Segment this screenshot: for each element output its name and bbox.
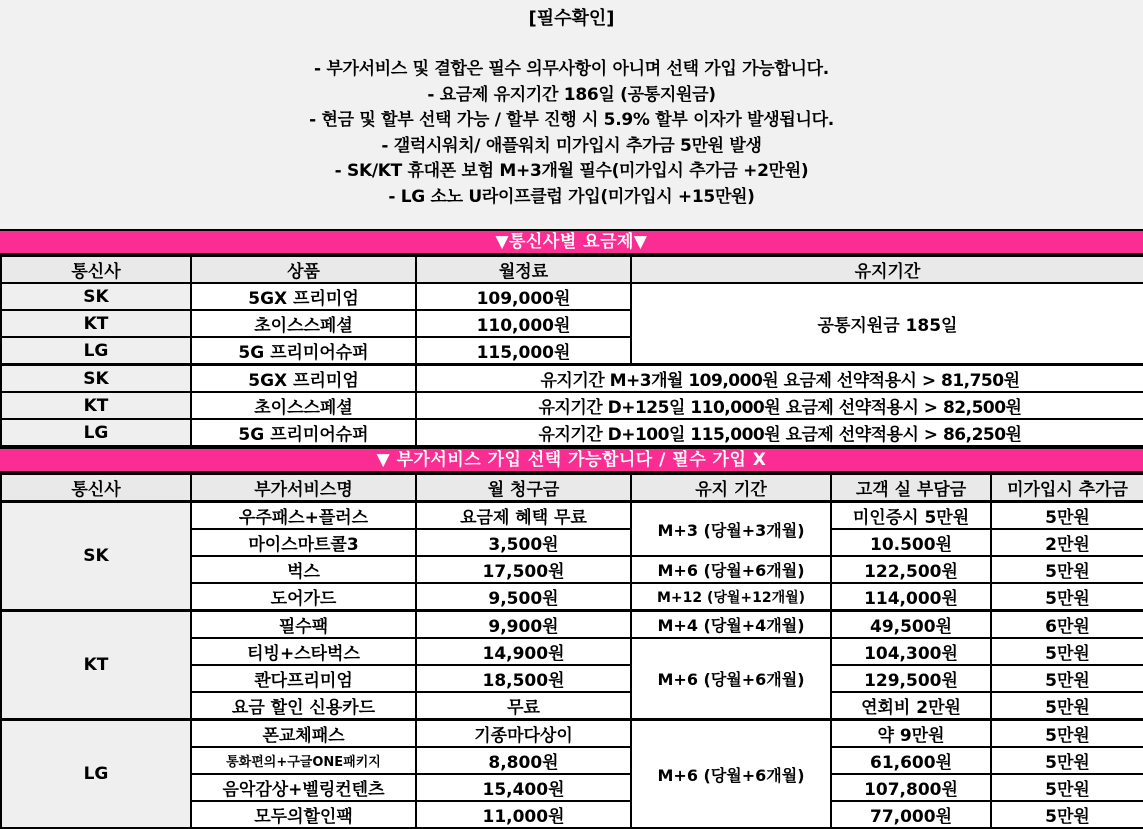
fee-cell: 3,500원 [416, 529, 631, 556]
extra-cell: 5만원 [991, 583, 1143, 611]
service-cell: 콴다프리미엄 [191, 665, 416, 692]
notice-block [0, 0, 1143, 229]
product-cell: 5GX 프리미엄 [191, 365, 416, 393]
table-row [1, 720, 1143, 748]
carrier-cell: KT [1, 310, 191, 337]
period-cell: M+4 (당월+4개월) [631, 611, 831, 639]
carrier-cell: LG [1, 720, 191, 829]
service-cell: 모두의할인팩 [191, 801, 416, 828]
col-header-period: 유지기간 [631, 256, 1143, 283]
service-cell: 요금 할인 신용카드 [191, 692, 416, 720]
notice-title: [필수확인] [528, 8, 615, 29]
cost-cell: 122,500원 [831, 556, 991, 583]
carrier-cell: KT [1, 392, 191, 419]
col-header-carrier: 통신사 [1, 256, 191, 283]
carrier-cell: SK [1, 283, 191, 310]
banner-addons: ▼ 부가서비스 가입 선택 가능합니다 / 필수 가입 X [0, 447, 1143, 473]
carrier-cell: LG [1, 337, 191, 365]
table-row [1, 365, 1143, 393]
fee-cell: 요금제 혜택 무료 [416, 502, 631, 530]
table-row [1, 283, 1143, 310]
col-header-monthly: 월 청구금 [416, 474, 631, 502]
product-cell: 5G 프리미어슈퍼 [191, 419, 416, 446]
cost-cell: 연회비 2만원 [831, 692, 991, 720]
service-cell: 벅스 [191, 556, 416, 583]
fee-cell: 18,500원 [416, 665, 631, 692]
period-cell: M+12 (당월+12개월) [631, 583, 831, 611]
fee-cell: 무료 [416, 692, 631, 720]
period-cell: M+6 (당월+6개월) [631, 720, 831, 829]
fee-cell: 14,900원 [416, 638, 631, 665]
cost-cell: 약 9만원 [831, 720, 991, 748]
col-header-extra: 미가입시 추가금 [991, 474, 1143, 502]
service-cell: 우주패스+플러스 [191, 502, 416, 530]
carrier-cell: SK [1, 502, 191, 611]
plans-header-row [1, 256, 1143, 283]
service-cell: 도어가드 [191, 583, 416, 611]
extra-cell: 5만원 [991, 638, 1143, 665]
product-cell: 5G 프리미어슈퍼 [191, 337, 416, 365]
service-cell: 음악감상+벨링컨텐츠 [191, 774, 416, 801]
fee-cell: 11,000원 [416, 801, 631, 828]
notice-line: - 요금제 유지기간 186일 (공통지원금) [427, 84, 716, 105]
extra-cell: 5만원 [991, 774, 1143, 801]
cost-cell: 77,000원 [831, 801, 991, 828]
detail-cell: 유지기간 D+125일 110,000원 요금제 선약적용시 > 82,500원 [416, 392, 1143, 419]
cost-cell: 10.500원 [831, 529, 991, 556]
addons-header-row [1, 474, 1143, 502]
service-cell: 통화편의+구글ONE패키지 [191, 747, 416, 774]
fee-cell: 9,900원 [416, 611, 631, 639]
extra-cell: 5만원 [991, 747, 1143, 774]
extra-cell: 6만원 [991, 611, 1143, 639]
cost-cell: 49,500원 [831, 611, 991, 639]
service-cell: 필수팩 [191, 611, 416, 639]
extra-cell: 5만원 [991, 801, 1143, 828]
cost-cell: 129,500원 [831, 665, 991, 692]
addons-table [0, 473, 1143, 829]
cost-cell: 107,800원 [831, 774, 991, 801]
extra-cell: 5만원 [991, 720, 1143, 748]
notice-line: - SK/KT 휴대폰 보험 M+3개월 필수(미가입시 추가금 +2만원) [334, 161, 809, 181]
period-merged-cell: 공통지원금 185일 [631, 283, 1143, 365]
table-row [1, 392, 1143, 419]
detail-cell: 유지기간 D+100일 115,000원 요금제 선약적용시 > 86,250원 [416, 419, 1143, 446]
carrier-cell: SK [1, 365, 191, 393]
col-header-cost: 고객 실 부담금 [831, 474, 991, 502]
extra-cell: 5만원 [991, 502, 1143, 530]
extra-cell: 5만원 [991, 665, 1143, 692]
carrier-cell: KT [1, 611, 191, 720]
cost-cell: 114,000원 [831, 583, 991, 611]
fee-cell: 109,000원 [416, 283, 631, 310]
service-cell: 티빙+스타벅스 [191, 638, 416, 665]
notice-line: - 현금 및 할부 선택 가능 / 할부 진행 시 5.9% 할부 이자가 발생됩니다. [309, 110, 834, 130]
period-cell: M+6 (당월+6개월) [631, 638, 831, 720]
detail-cell: 유지기간 M+3개월 109,000원 요금제 선약적용시 > 81,750원 [416, 365, 1143, 393]
col-header-product: 상품 [191, 256, 416, 283]
extra-cell: 5만원 [991, 692, 1143, 720]
col-header-fee: 월정료 [416, 256, 631, 283]
fee-cell: 15,400원 [416, 774, 631, 801]
notice-line: - LG 소노 U라이프클럽 가입(미가입시 +15만원) [388, 186, 755, 207]
product-cell: 5GX 프리미엄 [191, 283, 416, 310]
notice-line: - 부가서비스 및 결합은 필수 의무사항이 아니며 선택 가입 가능합니다. [314, 59, 829, 79]
col-header-period: 유지 기간 [631, 474, 831, 502]
banner-plans: ▼통신사별 요금제▼ [0, 229, 1143, 255]
fee-cell: 기종마다상이 [416, 720, 631, 748]
period-cell: M+6 (당월+6개월) [631, 556, 831, 583]
cost-cell: 104,300원 [831, 638, 991, 665]
notice-line: - 갤럭시워치/ 애플워치 미가입시 추가금 5만원 발생 [381, 135, 762, 156]
plans-table [0, 255, 1143, 447]
product-cell: 초이스스페셜 [191, 392, 416, 419]
col-header-carrier: 통신사 [1, 474, 191, 502]
period-cell: M+3 (당월+3개월) [631, 502, 831, 557]
table-row [1, 502, 1143, 530]
table-row [1, 611, 1143, 639]
service-cell: 폰교체패스 [191, 720, 416, 748]
extra-cell: 2만원 [991, 529, 1143, 556]
extra-cell: 5만원 [991, 556, 1143, 583]
carrier-cell: LG [1, 419, 191, 446]
fee-cell: 9,500원 [416, 583, 631, 611]
fee-cell: 17,500원 [416, 556, 631, 583]
fee-cell: 115,000원 [416, 337, 631, 365]
cost-cell: 미인증시 5만원 [831, 502, 991, 530]
product-cell: 초이스스페셜 [191, 310, 416, 337]
service-cell: 마이스마트콜3 [191, 529, 416, 556]
fee-cell: 8,800원 [416, 747, 631, 774]
table-row [1, 419, 1143, 446]
col-header-service: 부가서비스명 [191, 474, 416, 502]
cost-cell: 61,600원 [831, 747, 991, 774]
fee-cell: 110,000원 [416, 310, 631, 337]
